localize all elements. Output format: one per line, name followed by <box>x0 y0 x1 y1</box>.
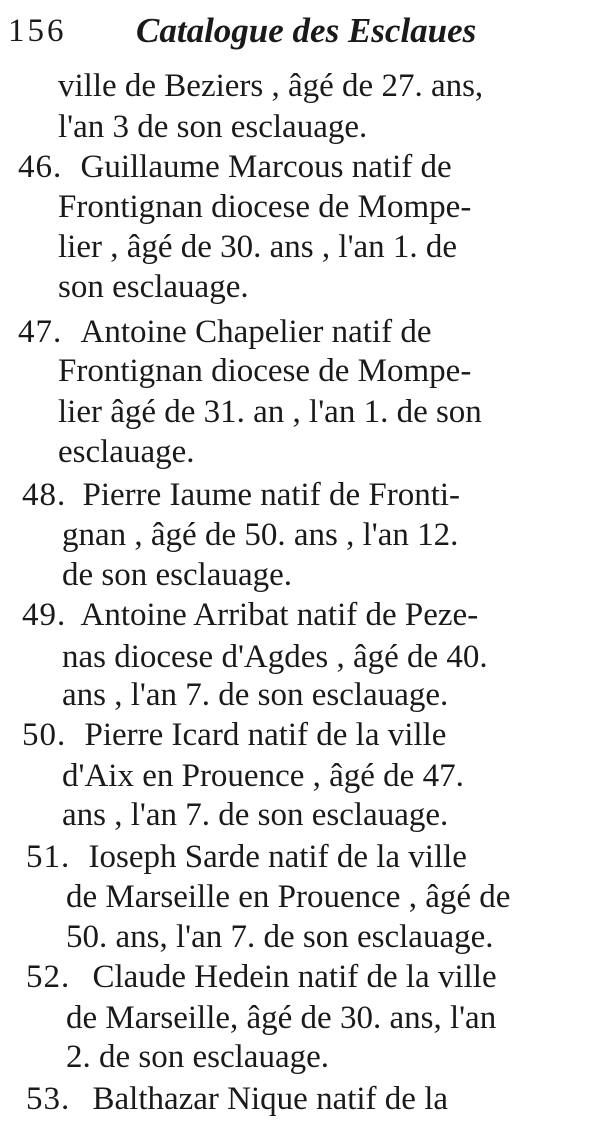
page-number: 156 <box>8 13 67 49</box>
text-line: Antoine Arribat natif de Peze- <box>80 597 479 633</box>
text-line: ans , l'an 7. de son esclauage. <box>62 677 449 713</box>
entry-number: 52. <box>26 959 71 995</box>
text-line: l'an 3 de son esclauage. <box>58 109 368 145</box>
text-line: de son esclauage. <box>62 557 292 593</box>
entry-number: 47. <box>18 314 63 350</box>
text-line: son esclauage. <box>58 269 249 305</box>
text-line: esclauage. <box>58 434 195 470</box>
text-line: de Marseille en Prouence , âgé de <box>66 879 511 915</box>
text-line: Guillaume Marcous natif de <box>80 149 452 185</box>
text-line: Frontignan diocese de Mompe- <box>58 189 472 225</box>
page-header <box>8 6 588 56</box>
text-line: Claude Hedein natif de la ville <box>92 959 497 995</box>
text-line: ans , l'an 7. de son esclauage. <box>62 797 449 833</box>
entry-number: 50. <box>22 717 67 753</box>
text-line: 50. ans, l'an 7. de son esclauage. <box>66 919 494 955</box>
text-line: Antoine Chapelier natif de <box>80 314 432 350</box>
text-line: nas diocese d'Agdes , âgé de 40. <box>62 639 488 675</box>
running-title: Catalogue des Esclaues <box>136 11 477 50</box>
text-line: d'Aix en Prouence , âgé de 47. <box>62 758 464 794</box>
text-line: Balthazar Nique natif de la <box>92 1081 449 1117</box>
entry-number: 48. <box>22 477 67 513</box>
text-line: Pierre Iaume natif de Fronti- <box>82 477 461 513</box>
text-line: Pierre Icard natif de la ville <box>84 717 447 753</box>
text-line: ville de Beziers , âgé de 27. ans, <box>58 68 484 104</box>
text-line: lier , âgé de 30. ans , l'an 1. de <box>58 229 458 265</box>
entry-number: 49. <box>22 597 67 633</box>
text-line: Frontignan diocese de Mompe- <box>58 353 472 389</box>
text-line: de Marseille, âgé de 30. ans, l'an <box>66 1000 497 1036</box>
entry-number: 51. <box>26 839 71 875</box>
text-line: lier âgé de 31. an , l'an 1. de son <box>58 394 482 430</box>
text-line: 2. de son esclauage. <box>66 1039 329 1075</box>
entry-number: 46. <box>18 149 63 185</box>
text-line: gnan , âgé de 50. ans , l'an 12. <box>62 517 459 553</box>
entry-number: 53. <box>26 1081 71 1117</box>
text-line: Ioseph Sarde natif de la ville <box>88 839 467 875</box>
